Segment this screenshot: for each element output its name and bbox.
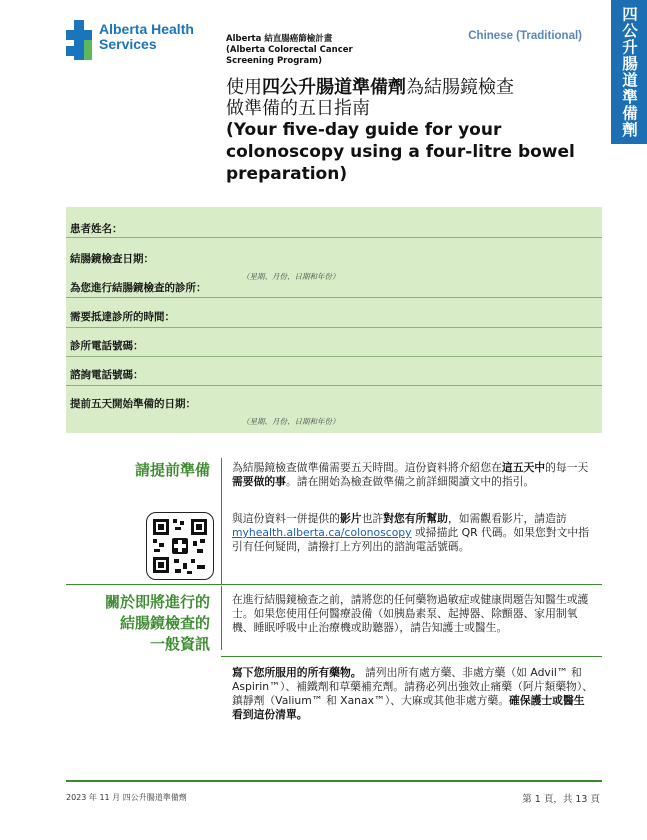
myhealth-link[interactable]: myhealth.alberta.ca/colonoscopy xyxy=(232,526,412,539)
exam-date-label: 結腸鏡檢查日期： xyxy=(70,253,154,265)
section1-paragraph1: 為結腸鏡檢查做準備需要五天時間。這份資料將介紹您在這五天中的每一天需要做的事。請在開始為檢查做準備之前詳細閱讀文中的指引。 xyxy=(232,461,589,488)
language-label: Chinese (Traditional) xyxy=(468,30,582,42)
patient-name-field[interactable] xyxy=(66,207,602,237)
section-divider xyxy=(221,458,222,584)
prep-start-label: 提前五天開始準備的日期： xyxy=(70,398,196,410)
page-title: 使用四公升腸道準備劑為結腸鏡檢查 做準備的五日指南 (Your five-day guide for your colonoscopy using a four-litre bowel preparation) xyxy=(226,77,575,184)
clinic-phone-field[interactable] xyxy=(66,327,602,357)
section2-paragraph1: 在進行結腸鏡檢查之前，請將您的任何藥物過敏症或健康問題告知醫生或護士。如果您使用任何醫療設備（如胰島素泵、起搏器、除顫器、家用制氧機、睡眠呼吸中止治療機或助聽器），請告知護士或醫生。 xyxy=(232,593,589,634)
inquiry-phone-label: 諮詢電話號碼： xyxy=(70,369,144,381)
program-name: Alberta 結直腸癌篩檢計畫 (Alberta Colorectal Cancer Screening Program) xyxy=(226,34,353,66)
section-heading-prepare: 請提前準備 xyxy=(134,461,210,479)
exam-date-field[interactable] xyxy=(66,237,602,281)
arrival-time-field[interactable] xyxy=(66,297,602,328)
section-divider-2 xyxy=(221,586,222,650)
prep-date-hint: （星期、月份、日期和年份） xyxy=(242,417,340,426)
arrival-time-label: 需要抵達診所的時間： xyxy=(70,311,175,323)
clinic-label: 為您進行結腸鏡檢查的診所： xyxy=(70,282,207,294)
side-tab xyxy=(611,0,647,144)
inquiry-phone-field[interactable] xyxy=(66,356,602,386)
patient-info-form xyxy=(66,207,602,433)
section1-paragraph2: 與這份資料一併提供的影片也許對您有所幫助，如需觀看影片，請造訪 myhealth.alberta.ca/colonoscopy 或掃描此 QR 代碼。如果您對文中指引有任何疑問，請撥打上方列出的諮詢電話號碼。 xyxy=(232,512,589,553)
section-separator xyxy=(66,584,602,585)
clinic-phone-label: 診所電話號碼： xyxy=(70,340,144,352)
section-separator-2 xyxy=(221,656,602,657)
qr-code[interactable] xyxy=(146,512,214,580)
date-hint: （星期、月份、日期和年份） xyxy=(242,272,340,281)
page-number: 第 1 頁，共 13 頁 xyxy=(522,794,600,805)
section-heading-general-info: 關於即將進行的 結腸鏡檢查的 一般資訊 xyxy=(104,593,210,653)
footer-rule xyxy=(66,780,602,782)
prep-start-field[interactable] xyxy=(66,385,602,434)
side-tab-label: 四公升腸道準備劑 xyxy=(620,6,638,138)
logo-wordmark: Alberta Health Services xyxy=(99,21,194,52)
clinic-field[interactable] xyxy=(66,267,602,297)
footer-date: 2023 年 11 月 四公升腸道準備劑 xyxy=(66,793,187,802)
qr-code-icon xyxy=(147,513,213,579)
section2-paragraph2: 寫下您所服用的所有藥物。 請列出所有處方藥、非處方藥（如 Advil™ 和 Aspirin™）、補鐵劑和草藥補充劑。請務必列出強效止痛藥（阿片類藥物）、鎮靜劑（Valium™ 和 Xanax™）、大麻或其他非處方藥。確保護士或醫生看到這份清單。 xyxy=(232,666,594,721)
patient-name-label: 患者姓名： xyxy=(70,223,123,235)
